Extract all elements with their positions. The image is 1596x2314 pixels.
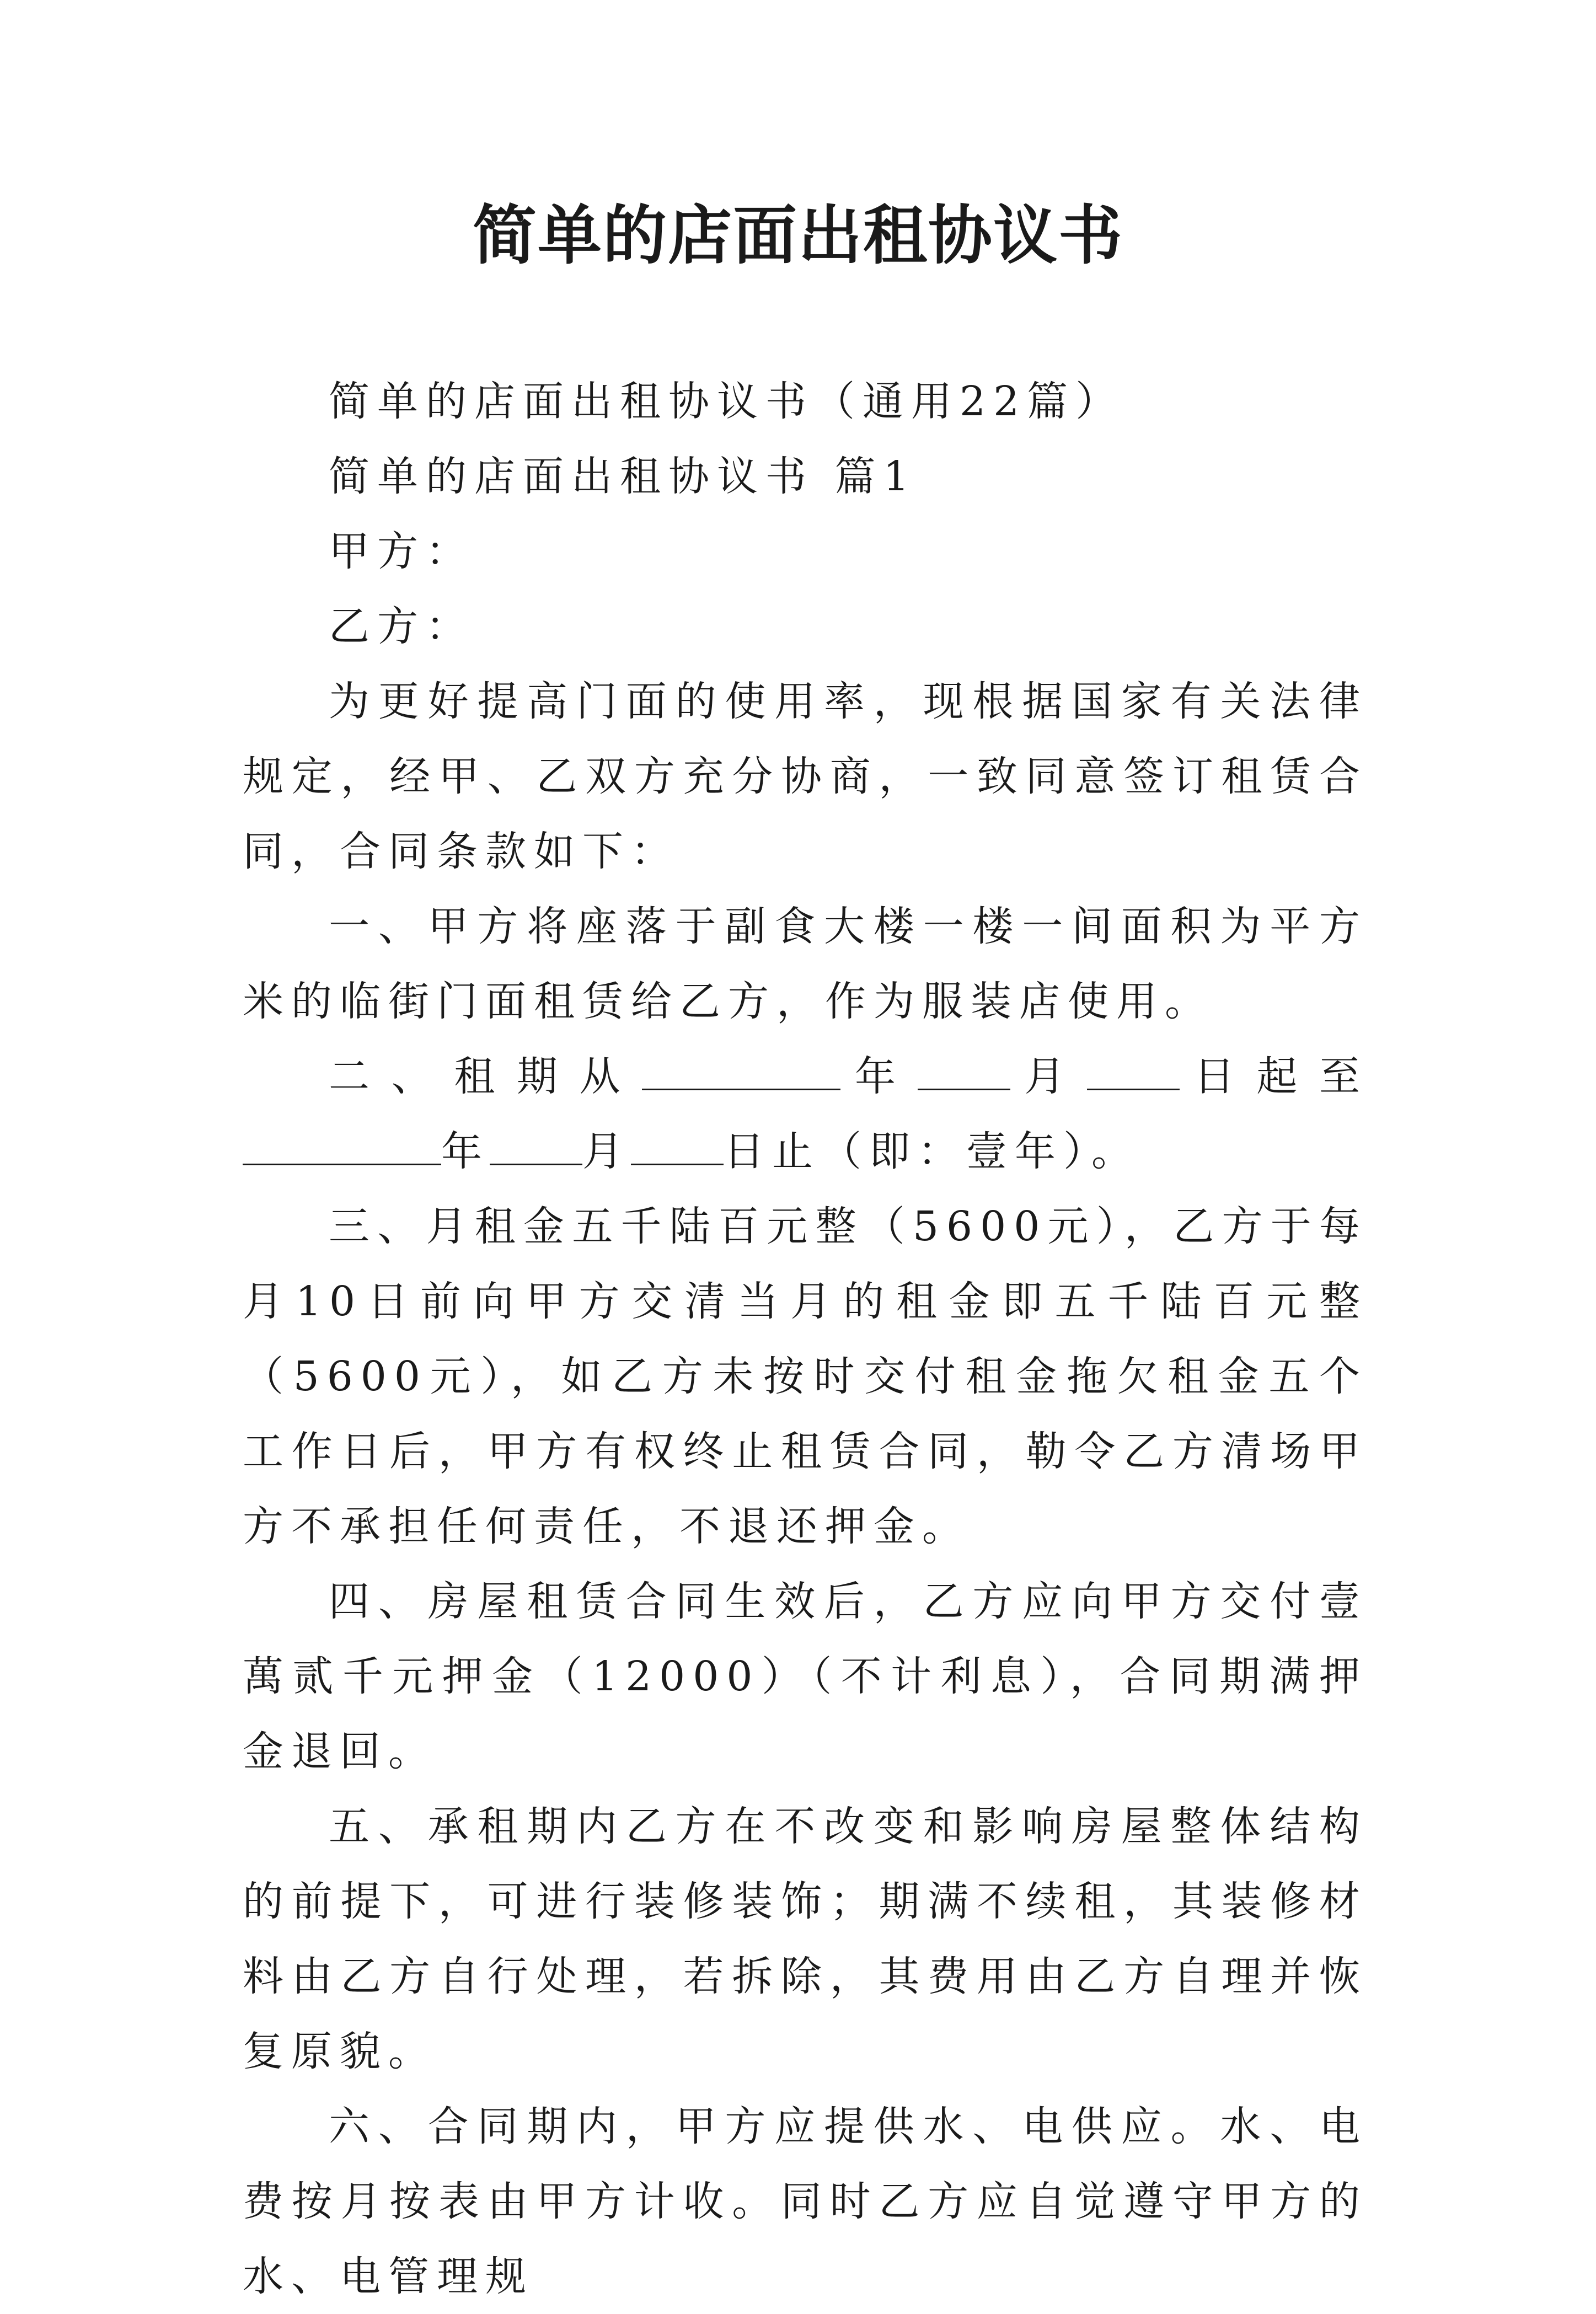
clause-2-month-2: 月 — [582, 1128, 631, 1175]
section-heading: 简单的店面出租协议书 篇1 — [329, 453, 917, 500]
clause-4: 四、房屋租赁合同生效后，乙方应向甲方交付壹萬贰千元押金（12000）（不计利息），合同期满押金退回。 — [243, 1578, 1368, 1775]
intro-paragraph: 为更好提高门面的使用率，现根据国家有关法律规定，经甲、乙双方充分协商，一致同意签订租赁合同，合同条款如下： — [243, 678, 1368, 875]
end-month-blank — [490, 1131, 582, 1165]
clause-2-day-1: 日起至 — [1180, 1053, 1368, 1100]
clause-5: 五、承租期内乙方在不改变和影响房屋整体结构的前提下，可进行装修装饰；期满不续租，其装修材料由乙方自行处理，若拆除，其费用由乙方自理并恢复原貌。 — [243, 1803, 1368, 2075]
document-body — [243, 364, 1368, 2314]
clause-6: 六、合同期内，甲方应提供水、电供应。水、电费按月按表由甲方计收。同时乙方应自觉遵守甲方的水、电管理规 — [243, 2103, 1368, 2300]
clause-2-suffix: 日止（即：壹年）。 — [724, 1128, 1140, 1175]
clause-2-year-2: 年 — [441, 1128, 490, 1175]
clause-1: 一、甲方将座落于副食大楼一楼一间面积为平方米的临街门面租赁给乙方，作为服装店使用。 — [243, 903, 1368, 1025]
document-title: 简单的店面出租协议书 — [473, 198, 1123, 273]
clause-2-month-1: 月 — [1010, 1053, 1088, 1100]
start-month-blank — [918, 1056, 1010, 1090]
subtitle: 简单的店面出租协议书（通用22篇） — [329, 378, 1124, 425]
party-b-label: 乙方： — [329, 603, 474, 650]
start-year-blank — [642, 1056, 840, 1090]
start-day-blank — [1087, 1056, 1180, 1090]
party-a-label: 甲方： — [329, 528, 474, 575]
end-year-blank — [243, 1131, 441, 1165]
clause-2 — [243, 1039, 1368, 1189]
clause-2-year-1: 年 — [840, 1053, 918, 1100]
clause-3: 三、月租金五千陆百元整（5600元），乙方于每月10日前向甲方交清当月的租金即五千陆百元整（5600元），如乙方未按时交付租金拖欠租金五个工作日后，甲方有权终止租赁合同，勒令乙方清场甲方不承担任何责任，不退还押金。 — [243, 1203, 1368, 1550]
end-day-blank — [631, 1131, 724, 1165]
clause-2-prefix: 二、租期从 — [329, 1053, 642, 1100]
